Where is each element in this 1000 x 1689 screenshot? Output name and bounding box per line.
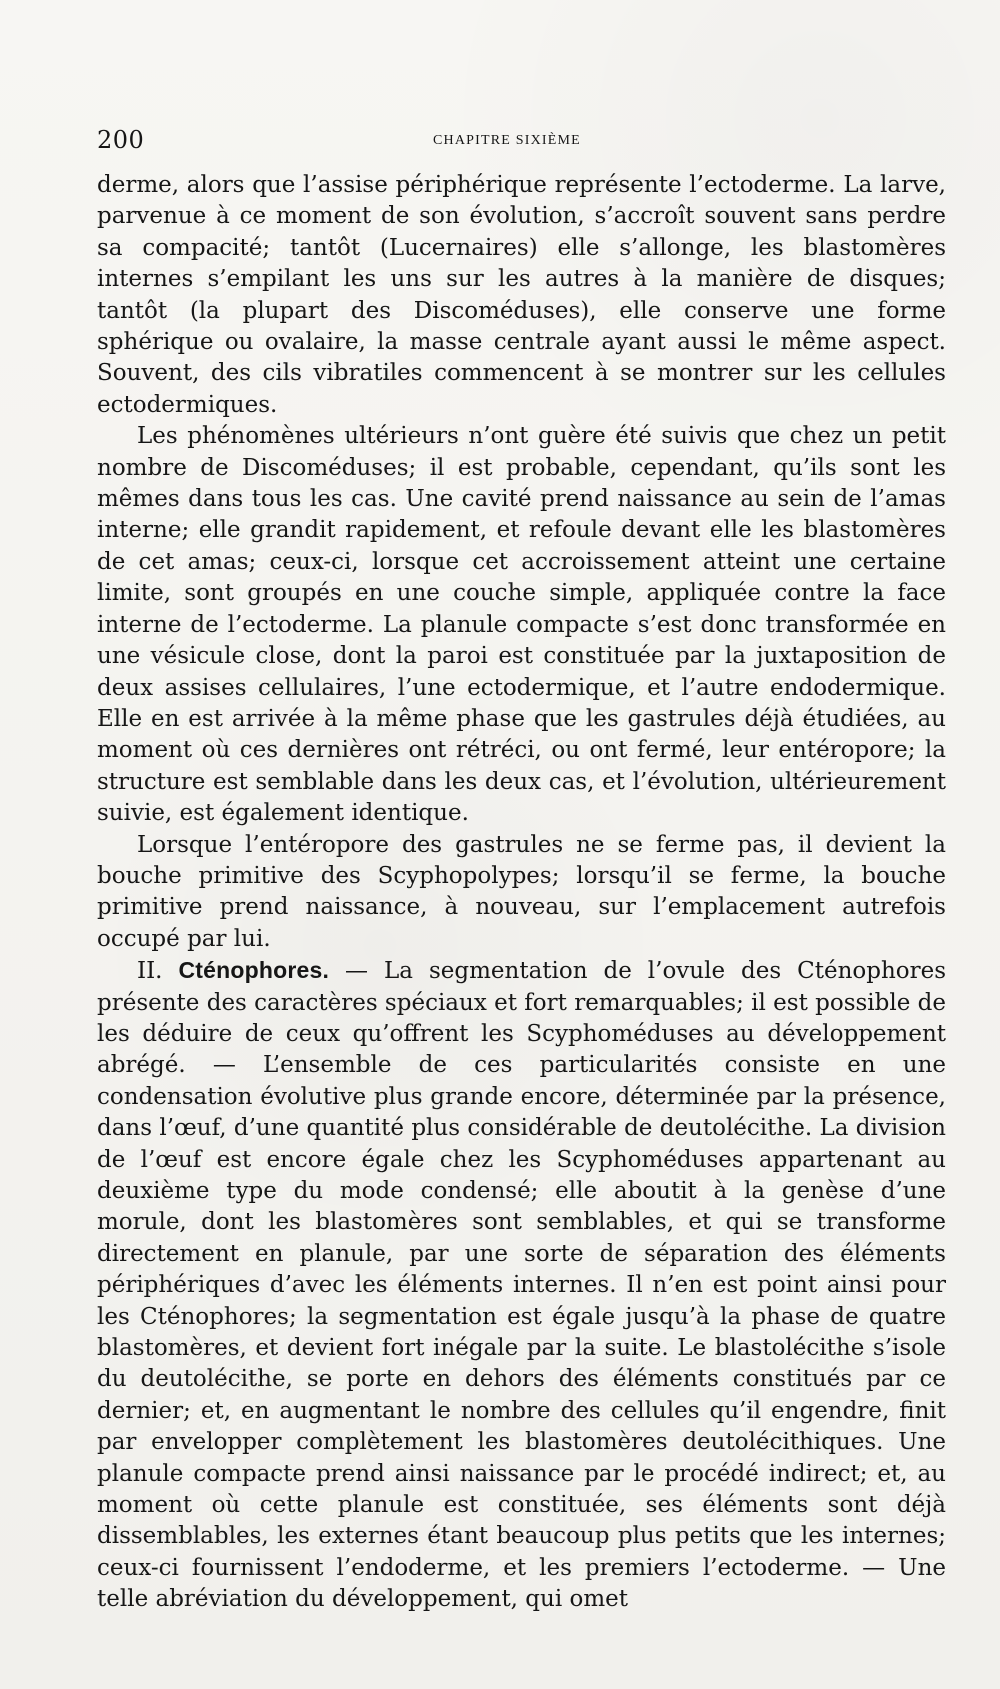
paragraph-2: Les phénomènes ultérieurs n’ont guère été suivis que chez un petit nombre de Discoméduses; il est probable, cependant, qu’ils sont les mêmes dans tous les cas. Une cavité prend naissance au sein de l’amas interne; elle grandit rapidement, et refoule devant elle les blastomères de cet amas; ceux-ci, lorsque cet accroissement atteint une certaine limite, sont groupés en une couche simple, appliquée contre la face interne de l’ectoderme. La planule compacte s’est donc transformée en une vésicule close, dont la paroi est constituée par la juxtaposition de deux assises cellulaires, l’une ectodermique, et l’autre endodermique. Elle en est arrivée à la même phase que les gastrules déjà étudiées, au moment où ces dernières ont rétréci, ou ont fermé, leur entéropore; la structure est semblable dans les deux cas, et l’évolution, ultérieurement suivie, est également identique. <box>97 423 946 827</box>
running-head: CHAPITRE SIXIÈME <box>433 133 581 148</box>
section-body-text: La segmentation de l’ovule des Cténophores présente des caractères spéciaux et fort remarquables; il est possible de les déduire de ceux qu’offrent les Scyphoméduses au développement abrégé. — L’ensemble de ces particularités consiste en une condensation évolutive plus grande encore, déterminée par la présence, dans l’œuf, d’une quantité plus considérable de deutolécithe. La division de l’œuf est encore égale chez les Scyphoméduses appartenant au deuxième type du mode condensé; elle aboutit à la genèse d’une morule, dont les blastomères sont semblables, et qui se transforme directement en planule, par une sorte de séparation des éléments périphériques d’avec les éléments internes. Il n’en est point ainsi pour les Cténophores; la segmentation est égale jusqu’à la phase de quatre blastomères, et devient fort inégale par la suite. Le blastolécithe s’isole du deutolécithe, se porte en dehors des éléments constitués par ce dernier; et, en augmentant le nombre des cellules qu’il engendre, finit par envelopper complètement les blastomères deutolécithiques. Une planule compacte prend ainsi naissance par le procédé indirect; et, au moment où cette planule est constituée, ses éléments sont déjà dissemblables, les externes étant beaucoup plus petits que les internes; ceux-ci fournissent l’endoderme, et les premiers l’ectoderme. — Une telle abréviation du développement, qui omet <box>97 958 947 1613</box>
paragraph-1: derme, alors que l’assise périphérique représente l’ectoderme. La larve, parvenue à ce moment de son évolution, s’accroît souvent sans perdre sa compacité; tantôt (Lucernaires) elle s’allonge, les blastomères internes s’empilant les uns sur les autres à la manière de disques; tantôt (la plupart des Discoméduses), elle conserve une forme sphérique ou ovalaire, la masse centrale ayant aussi le même aspect. Souvent, des cils vibratiles commencent à se montrer sur les cellules ectodermiques. <box>97 172 946 418</box>
page-number: 200 <box>97 126 145 154</box>
section-paragraph <box>97 955 946 1616</box>
paragraph-3: Lorsque l’entéropore des gastrules ne se ferme pas, il devient la bouche primitive des Scyphopolypes; lorsqu’il se ferme, la bouche primitive prend naissance, à nouveau, sur l’emplacement autrefois occupé par lui. <box>97 831 946 952</box>
section-separator: — <box>329 958 385 985</box>
page-header <box>97 128 946 166</box>
body-text <box>97 170 946 1616</box>
section-number: II. <box>137 958 163 985</box>
section-title: Cténophores. <box>178 957 330 984</box>
